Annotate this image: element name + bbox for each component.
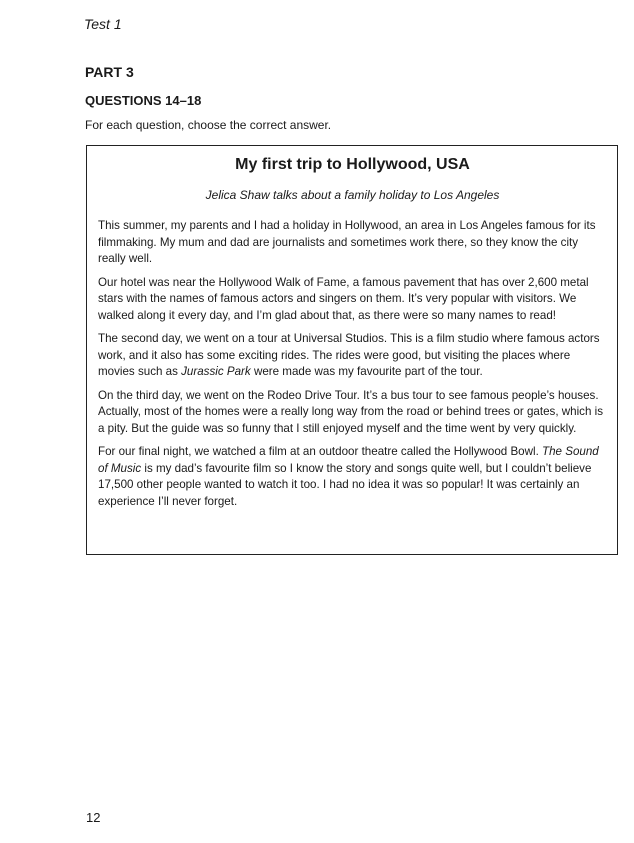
test-label: Test 1	[84, 16, 122, 32]
article-paragraph-2: Our hotel was near the Hollywood Walk of Fame, a famous pavement that has over 2,600 metal stars with the names of famous actors and singers on them. It’s very popular with visitors. We walked along it every day, and I’m glad about that, as there were so many names to read!	[98, 275, 589, 322]
article-paragraph-3	[98, 331, 607, 381]
part-heading: PART 3	[85, 64, 134, 80]
paragraph-5-text-end: is my dad’s favourite film so I know the story and songs quite well, but I couldn’t believe 17,500 other people wanted to watch it too. I had no idea it was so popular! It was certainly an experience I’ll never forget.	[98, 461, 592, 508]
instruction-text: For each question, choose the correct answer.	[85, 118, 332, 132]
page-number: 12	[86, 810, 101, 825]
questions-heading: QUESTIONS 14–18	[85, 93, 202, 108]
paragraph-5-text-start: For our final night, we watched a film at an outdoor theatre called the Hollywood Bowl.	[98, 445, 543, 458]
article-subtitle: Jelica Shaw talks about a family holiday to Los Angeles	[205, 188, 500, 202]
article-paragraph-1: This summer, my parents and I had a holiday in Hollywood, an area in Los Angeles famous for its filmmaking. My mum and dad are journalists and sometimes work there, so they know the city really well.	[98, 219, 596, 265]
article-paragraph-4: On the third day, we went on the Rodeo Drive Tour. It’s a bus tour to see famous people’s houses. Actually, most of the homes were a really long way from the road or behind trees or gates, which is a pity. But the guide was so funny that I still enjoyed myself and the time went by very quickly.	[98, 388, 603, 435]
film-title-jurassic-park: Jurassic Park	[181, 365, 251, 378]
paragraph-3-text-end: were made was my favourite part of the tour.	[250, 365, 483, 378]
article-paragraph-5	[98, 444, 607, 510]
article-title: My first trip to Hollywood, USA	[235, 156, 470, 173]
paragraph-3-text-start: The second day, we went on a tour at Universal Studios. This is a film studio where famous actors work, and it also has some exciting rides. The rides were good, but visiting the places where movies such as	[98, 332, 600, 378]
article-box	[86, 145, 618, 555]
film-title-sound-of-music: The Sound of Music	[98, 445, 599, 475]
